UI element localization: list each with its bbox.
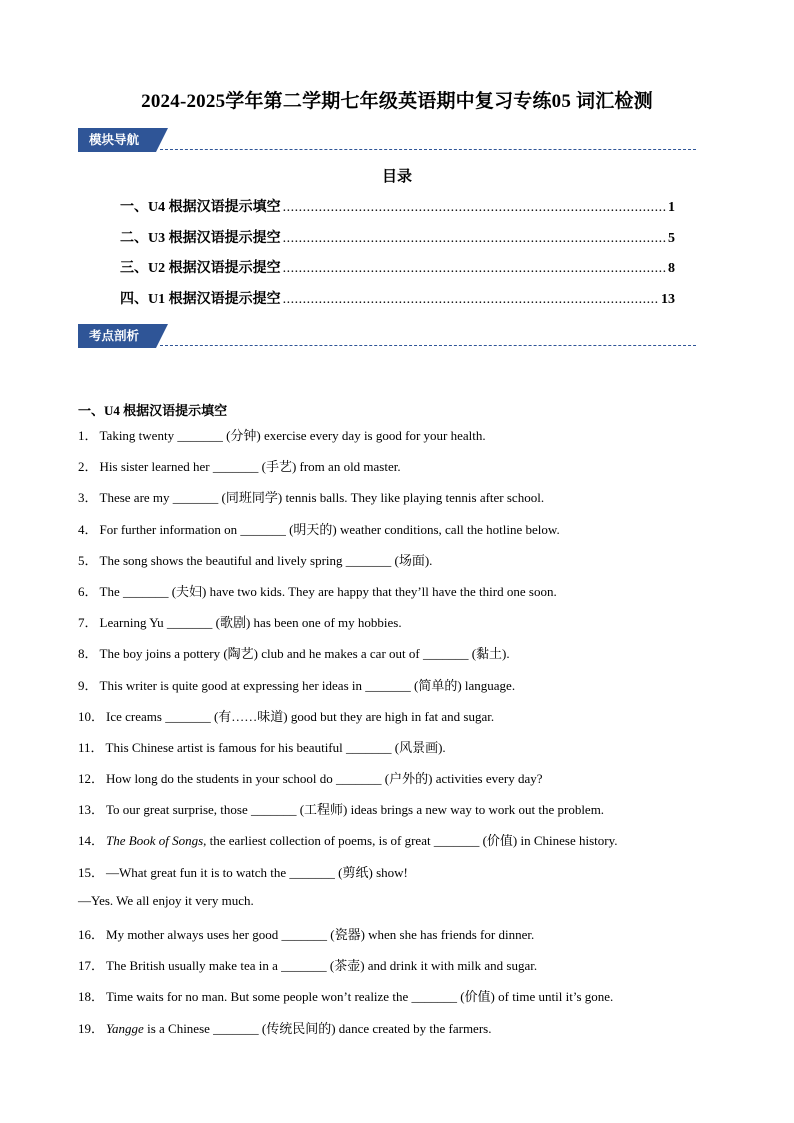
question-number: 4．	[78, 521, 98, 537]
document-title: 2024-2025学年第二学期七年级英语期中复习专练05 词汇检测	[141, 91, 653, 112]
question-number: 10．	[78, 708, 105, 724]
question-text: This writer is quite good at expressing her ideas in _______ (简单的) language.	[99, 677, 516, 693]
question-number: 18．	[78, 989, 105, 1005]
question-text: My mother always uses her good _______ (瓷器) when she has friends for dinner.	[106, 927, 535, 942]
question-item	[78, 893, 718, 924]
question-number: 7．	[78, 615, 98, 631]
table-of-contents	[120, 196, 675, 318]
question-text: Time waits for no man. But some people won’t realize the _______ (价值) of time until it’s gone.	[106, 989, 614, 1005]
question-text: How long do the students in your school do _______ (户外的) activities every day?	[106, 771, 543, 787]
question-text: Ice creams _______ (有……味道) good but they are high in fat and sugar.	[106, 708, 495, 724]
question-number: 11．	[78, 739, 104, 755]
question-item	[78, 1018, 718, 1049]
question-number: 1．	[78, 428, 98, 443]
question-item	[78, 487, 718, 518]
question-italic-title: The Book of Songs	[106, 833, 204, 849]
question-text: The song shows the beautiful and lively spring _______ (场面).	[99, 552, 433, 568]
question-text: This Chinese artist is famous for his beautiful _______ (风景画).	[105, 739, 446, 755]
question-number: 12．	[78, 771, 105, 787]
question-text: —Yes. We all enjoy it very much.	[78, 892, 254, 908]
question-item	[78, 675, 718, 706]
question-text: Learning Yu _______ (歌剧) has been one of my hobbies.	[99, 615, 402, 631]
question-text: , the earliest collection of poems, is of great _______ (价值) in Chinese history.	[203, 833, 618, 849]
question-item	[78, 456, 718, 487]
question-item	[78, 799, 718, 830]
question-number: 14．	[78, 833, 105, 849]
analysis-tag-label: 考点剖析	[78, 324, 156, 348]
nav-tag-divider	[160, 149, 696, 150]
toc-entry-label: 一、U4 根据汉语提示填空	[120, 200, 281, 215]
question-item	[78, 550, 718, 581]
toc-entry-page: 13	[661, 291, 675, 307]
toc-entry-label: 四、U1 根据汉语提示提空	[120, 291, 281, 307]
question-number: 3．	[78, 490, 98, 506]
question-text: To our great surprise, those _______ (工程师) ideas brings a new way to work out the problem.	[106, 802, 605, 818]
toc-entry-label: 三、U2 根据汉语提示提空	[120, 261, 281, 276]
question-number: 15．	[78, 864, 105, 880]
toc-leader-dots	[283, 231, 666, 247]
analysis-tag-divider	[160, 345, 696, 346]
toc-entry-page: 1	[668, 200, 675, 215]
question-item	[78, 862, 718, 893]
question-number: 6．	[78, 583, 98, 599]
question-list	[78, 425, 718, 1049]
toc-title: 目录	[381, 169, 412, 185]
question-text: —What great fun it is to watch the _______ (剪纸) show!	[106, 864, 408, 880]
question-number: 13．	[78, 802, 105, 818]
question-item	[78, 737, 718, 768]
question-text: The boy joins a pottery (陶艺) club and he makes a car out of _______ (黏土).	[99, 646, 510, 662]
section-heading: 一、U4 根据汉语提示填空	[78, 403, 228, 418]
question-item	[78, 519, 718, 550]
question-item	[78, 425, 718, 456]
question-text: For further information on _______ (明天的) weather conditions, call the hotline below.	[99, 521, 560, 537]
question-item	[78, 986, 718, 1017]
question-number: 17．	[78, 958, 105, 974]
question-number: 5．	[78, 552, 98, 568]
question-item	[78, 768, 718, 799]
question-item	[78, 706, 718, 737]
question-italic-title: Yangge	[106, 1020, 144, 1036]
question-number: 8．	[78, 646, 98, 662]
toc-leader-dots	[283, 292, 659, 308]
question-text: The _______ (夫妇) have two kids. They are happy that they’ll have the third one soon.	[99, 583, 557, 599]
question-item	[78, 830, 718, 861]
toc-entry[interactable]	[120, 288, 675, 319]
question-text: is a Chinese _______ (传统民间的) dance created by the farmers.	[143, 1020, 492, 1036]
question-text: Taking twenty _______ (分钟) exercise every day is good for your health.	[99, 428, 486, 443]
question-item	[78, 643, 718, 674]
question-item	[78, 955, 718, 986]
question-item	[78, 612, 718, 643]
question-number: 2．	[78, 459, 98, 475]
toc-entry[interactable]	[120, 257, 675, 288]
toc-entry-label: 二、U3 根据汉语提示提空	[120, 230, 281, 246]
toc-entry-page: 8	[668, 261, 675, 276]
question-item	[78, 924, 718, 955]
question-number: 19．	[78, 1020, 105, 1036]
question-text: These are my _______ (同班同学) tennis balls. They like playing tennis after school.	[99, 490, 545, 506]
toc-entry-page: 5	[668, 230, 675, 246]
question-number: 16．	[78, 927, 105, 942]
question-item	[78, 581, 718, 612]
toc-entry[interactable]	[120, 196, 675, 227]
question-text: The British usually make tea in a _______ (茶壶) and drink it with milk and sugar.	[106, 958, 538, 974]
nav-tag-label: 模块导航	[78, 128, 156, 152]
toc-entry[interactable]	[120, 227, 675, 258]
question-text: His sister learned her _______ (手艺) from an old master.	[99, 459, 401, 475]
question-number: 9．	[78, 677, 98, 693]
toc-leader-dots	[283, 200, 666, 216]
toc-leader-dots	[283, 261, 666, 277]
